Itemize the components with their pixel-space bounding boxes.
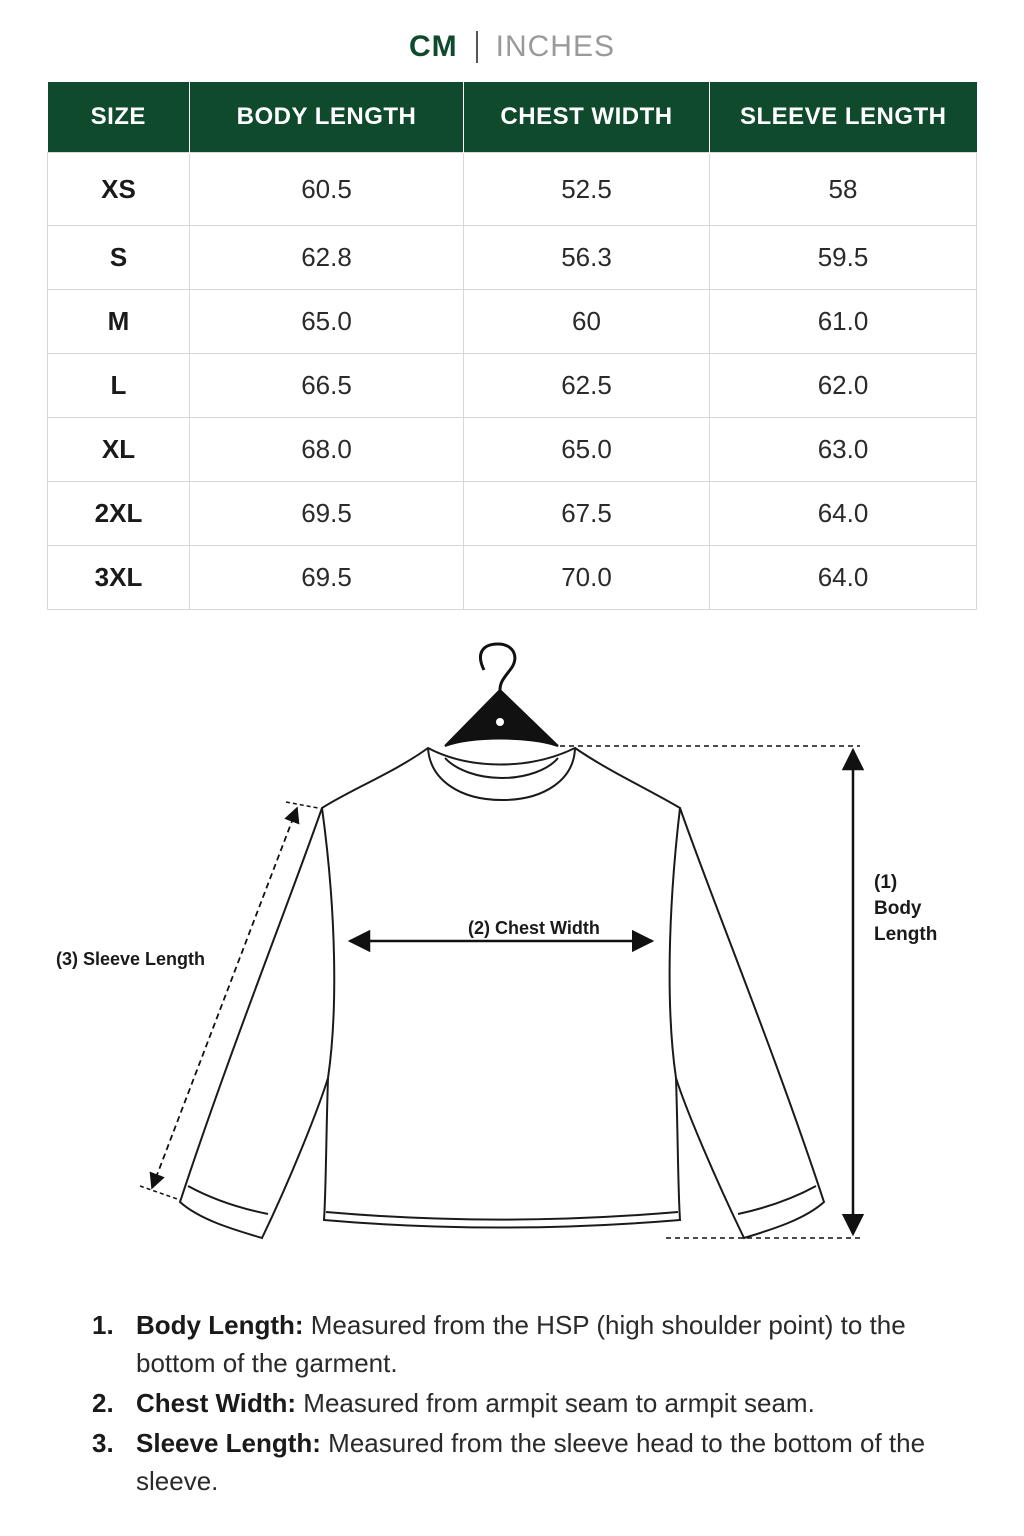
sleeve-length-arrow bbox=[152, 808, 297, 1188]
body-length-cell: 65.0 bbox=[190, 290, 464, 354]
size-cell: M bbox=[48, 290, 190, 354]
body-length-cell: 69.5 bbox=[190, 482, 464, 546]
measurement-diagram bbox=[0, 630, 1024, 1270]
size-cell: S bbox=[48, 226, 190, 290]
body-length-number: (1) bbox=[874, 872, 898, 893]
table-row bbox=[48, 418, 977, 482]
garment-body-outline bbox=[322, 748, 680, 1228]
body-length-cell: 68.0 bbox=[190, 418, 464, 482]
garment-left-sleeve bbox=[180, 808, 328, 1238]
body-length-word1: Body bbox=[874, 898, 922, 919]
sleeve-length-cell: 59.5 bbox=[710, 226, 977, 290]
chest-width-cell: 67.5 bbox=[464, 482, 710, 546]
table-row bbox=[48, 354, 977, 418]
chest-width-cell: 56.3 bbox=[464, 226, 710, 290]
sleeve-length-cell: 58 bbox=[710, 153, 977, 226]
body-length-cell: 66.5 bbox=[190, 354, 464, 418]
size-cell: XL bbox=[48, 418, 190, 482]
note-term: Chest Width: bbox=[136, 1388, 297, 1418]
table-row bbox=[48, 226, 977, 290]
sleeve-length-cell: 62.0 bbox=[710, 354, 977, 418]
table-row bbox=[48, 153, 977, 226]
note-text: Measured from the sleeve head to the bottom of the sleeve. bbox=[136, 1428, 926, 1496]
table-row bbox=[48, 290, 977, 354]
body-length-word2: Length bbox=[874, 924, 938, 945]
sleeve-length-cell: 64.0 bbox=[710, 482, 977, 546]
sleeve-length-label: (3) Sleeve Length bbox=[56, 949, 206, 969]
unit-inches-tab[interactable]: INCHES bbox=[495, 30, 615, 63]
size-cell: 2XL bbox=[48, 482, 190, 546]
note-number: 3. bbox=[92, 1428, 114, 1458]
header-size: SIZE bbox=[48, 82, 190, 153]
chest-width-label: (2) Chest Width bbox=[468, 918, 600, 938]
note-text: Measured from the HSP (high shoulder point) to the bottom of the garment. bbox=[136, 1310, 906, 1378]
note-number: 1. bbox=[92, 1310, 114, 1340]
chest-width-cell: 70.0 bbox=[464, 546, 710, 610]
table-header-row bbox=[48, 82, 977, 153]
list-item bbox=[92, 1306, 972, 1382]
size-cell: XS bbox=[48, 153, 190, 226]
header-body-length: BODY LENGTH bbox=[190, 82, 464, 153]
body-length-cell: 60.5 bbox=[190, 153, 464, 226]
unit-cm-tab[interactable]: CM bbox=[408, 30, 458, 63]
size-cell: 3XL bbox=[48, 546, 190, 610]
body-length-cell: 62.8 bbox=[190, 226, 464, 290]
sleeve-length-cell: 61.0 bbox=[710, 290, 977, 354]
unit-divider bbox=[476, 31, 478, 63]
size-chart-table bbox=[47, 82, 977, 610]
garment-right-sleeve bbox=[676, 808, 824, 1238]
note-text: Measured from armpit seam to armpit seam. bbox=[296, 1388, 815, 1418]
note-number: 2. bbox=[92, 1388, 114, 1418]
note-term: Body Length: bbox=[136, 1310, 304, 1340]
header-chest-width: CHEST WIDTH bbox=[464, 82, 710, 153]
sleeve-length-cell: 63.0 bbox=[710, 418, 977, 482]
sleeve-length-cell: 64.0 bbox=[710, 546, 977, 610]
body-length-cell: 69.5 bbox=[190, 546, 464, 610]
hanger-icon bbox=[445, 644, 558, 746]
list-item bbox=[92, 1424, 972, 1500]
table-row bbox=[48, 482, 977, 546]
chest-width-cell: 60 bbox=[464, 290, 710, 354]
note-term: Sleeve Length: bbox=[136, 1428, 321, 1458]
unit-toggle bbox=[0, 26, 1024, 68]
chest-width-cell: 52.5 bbox=[464, 153, 710, 226]
chest-width-cell: 62.5 bbox=[464, 354, 710, 418]
table-row bbox=[48, 546, 977, 610]
measurement-notes bbox=[92, 1306, 972, 1502]
size-cell: L bbox=[48, 354, 190, 418]
body-length-label bbox=[874, 870, 937, 948]
header-sleeve-length: SLEEVE LENGTH bbox=[710, 82, 977, 153]
list-item bbox=[92, 1384, 972, 1422]
chest-width-cell: 65.0 bbox=[464, 418, 710, 482]
